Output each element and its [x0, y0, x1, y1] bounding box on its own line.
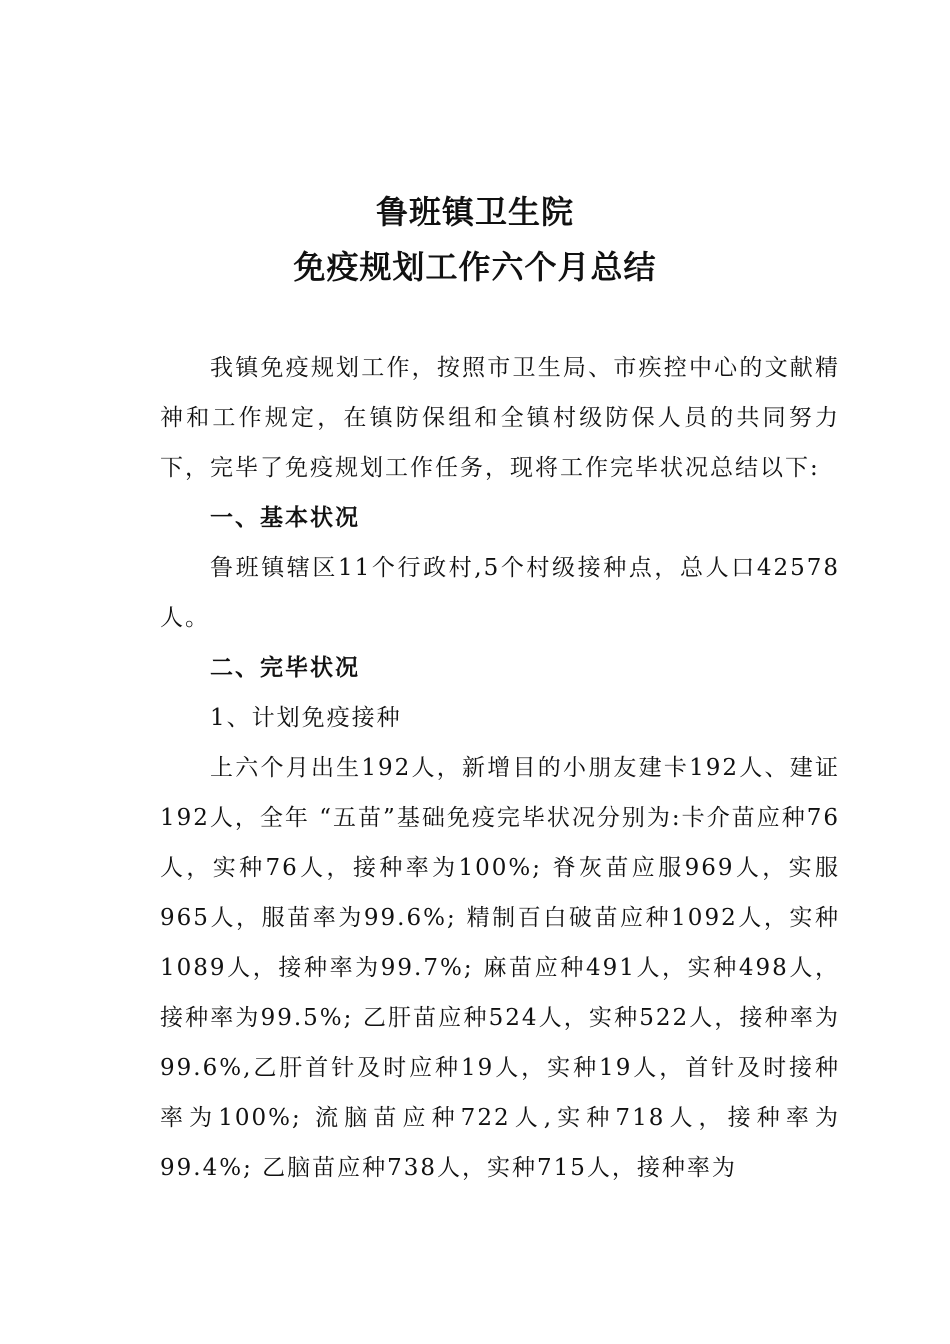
intro-paragraph: 我镇免疫规划工作，按照市卫生局、市疾控中心的文献精神和工作规定，在镇防保组和全镇村级防保人员的共同努力下，完毕了免疫规划工作任务，现将工作完毕状况总结以下: [160, 355, 840, 481]
document-title-line1: 鲁班镇卫生院 [375, 193, 574, 231]
immunization-paragraph: 上六个月出生192人，新增目的小朋友建卡192人、建证192人，全年 “五苗”基础免疫完毕状况分别为:卡介苗应种76人，实种76人，接种率为100%; 脊灰苗应服969人，实服965人，服苗率为99.6%; 精制百白破苗应种1092人，实种1089人，接种率为99.7%; 麻苗应种491人，实种498人，接种率为99.5%; 乙肝苗应种524人，实种522人，接种率为99.6%,乙肝首针及时应种19人，实种19人，首针及时接种率为100%; 流脑苗应种722人,实种718人，接种率为99.4%; 乙脑苗应种738人，实种715人，接种率为 [160, 755, 840, 1181]
document-body [160, 343, 840, 1193]
section-heading-basic-status: 一、基本状况 [210, 505, 360, 531]
basic-status-paragraph: 鲁班镇辖区11个行政村,5个村级接种点，总人口42578人。 [160, 555, 840, 631]
document-title-line2: 免疫规划工作六个月总结 [293, 248, 657, 286]
section-heading-completion-status: 二、完毕状况 [210, 655, 360, 681]
subsection-heading-immunization: 1、计划免疫接种 [210, 705, 402, 731]
